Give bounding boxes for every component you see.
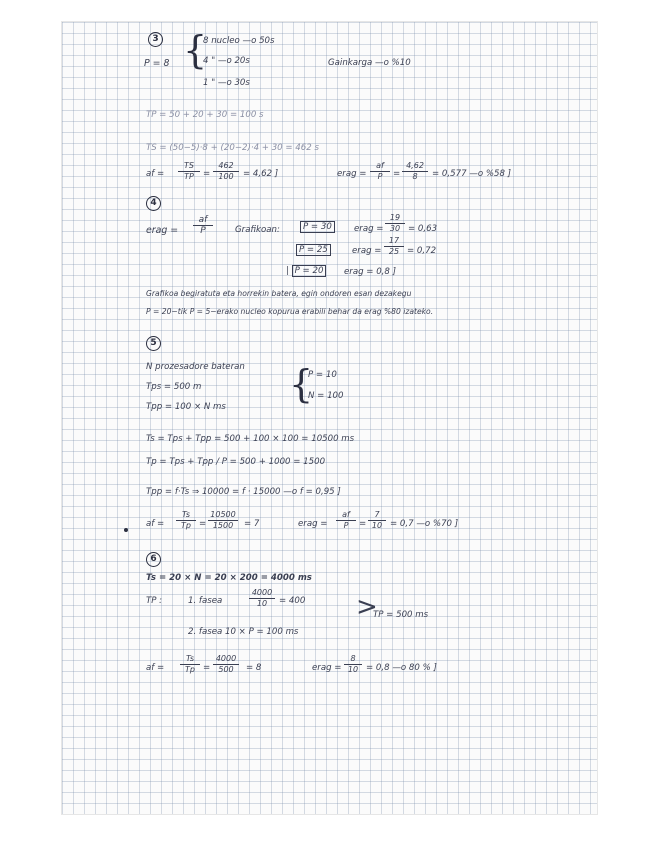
erag-fraction-5b: $\frac{7}{10}$ bbox=[368, 510, 386, 531]
af-fraction-6a: $\frac{Ts}{Tp}$ bbox=[180, 654, 200, 675]
margin-dot bbox=[124, 528, 128, 532]
processor-title: N prozesadore bateran bbox=[146, 362, 245, 372]
case-line-2: 4 " —o 20s bbox=[203, 56, 250, 66]
tpp-formula: Tpp = 100 × N ms bbox=[146, 402, 226, 412]
af-fraction-5b: $\frac{10500}{1500}$ bbox=[208, 510, 238, 531]
grafikoan-label: Grafikoan: bbox=[235, 225, 280, 235]
p20-row: | P = 20 bbox=[286, 266, 326, 276]
conclusion-line-1: Grafikoa begiratuta eta horrekin batera, egin ondoren esan dezakegu bbox=[146, 289, 412, 298]
erag-fraction-6: $\frac{8}{10}$ bbox=[344, 654, 362, 675]
tp-label-6: TP : bbox=[146, 596, 163, 606]
exercise-number-3: 3 bbox=[148, 32, 163, 47]
p-10: P = 10 bbox=[308, 370, 337, 380]
af-label: af = bbox=[146, 169, 165, 179]
left-brace-icon: { bbox=[183, 28, 208, 72]
tp-result: TP = 500 ms bbox=[373, 610, 429, 620]
p-equals-8: P = 8 bbox=[144, 58, 170, 69]
exercise-number-5: 5 bbox=[146, 336, 161, 351]
erag-value: = 0,577 —o %58 ] bbox=[432, 169, 512, 179]
af-fraction-2: $\frac{462}{100}$ bbox=[213, 161, 239, 182]
chevron-right-icon: > bbox=[356, 592, 378, 622]
left-brace-icon-2: { bbox=[289, 362, 314, 406]
erag-fraction-2: $\frac{4,62}{8}$ bbox=[402, 161, 428, 182]
erag-fraction-5a: $\frac{af}{P}$ bbox=[336, 510, 356, 531]
tp-equation-5: Tp = Tps + Tpp / P = 500 + 1000 = 1500 bbox=[146, 457, 326, 467]
erag-formula-fraction: $\frac{af}{P}$ bbox=[193, 215, 213, 236]
exercise-number-6: 6 bbox=[146, 552, 161, 567]
af-fraction-1: $\frac{TS}{TP}$ bbox=[178, 161, 200, 182]
conclusion-line-2: P = 20−tik P = 5−erako nucleo kopurua erabili behar da erag %80 izateko. bbox=[146, 307, 434, 316]
fase-2: 2. fasea 10 × P = 100 ms bbox=[188, 627, 299, 637]
af-value: = 4,62 ] bbox=[243, 169, 279, 179]
erag-label: erag = bbox=[337, 169, 367, 179]
fase-1-fraction: $\frac{4000}{10}$ bbox=[249, 588, 275, 609]
case-line-1: 8 nucleo —o 50s bbox=[203, 36, 275, 46]
ts-equation-5: Ts = Tps + Tpp = 500 + 100 × 100 = 10500 ms bbox=[146, 434, 355, 444]
exercise-number-4: 4 bbox=[146, 196, 161, 211]
p25-fraction: $\frac{17}{25}$ bbox=[384, 236, 404, 257]
p30-fraction: $\frac{19}{30}$ bbox=[385, 213, 405, 234]
af-fraction-5a: $\frac{Ts}{Tp}$ bbox=[176, 510, 196, 531]
p30-box: P = 30 bbox=[300, 221, 335, 233]
case-line-3: 1 " —o 30s bbox=[203, 78, 250, 88]
ts-equation-6: Ts = 20 × N = 20 × 200 = 4000 ms bbox=[146, 573, 312, 583]
gainkarga-note: Gainkarga —o %10 bbox=[328, 58, 411, 68]
tp-equation: TP = 50 + 20 + 30 = 100 s bbox=[146, 110, 264, 120]
tps-value: Tps = 500 m bbox=[146, 382, 202, 392]
notebook-page bbox=[62, 22, 597, 814]
af-fraction-6b: $\frac{4000}{500}$ bbox=[213, 654, 239, 675]
p20-value: erag = 0,8 ] bbox=[344, 267, 396, 277]
p25-box: P = 25 bbox=[296, 244, 331, 256]
fase-1: 1. fasea bbox=[188, 596, 223, 606]
erag-formula-label: erag = bbox=[146, 225, 179, 236]
tpp-equation-5: Tpp = f·Ts ⇒ 10000 = f · 15000 —o f = 0,95 ] bbox=[146, 487, 341, 497]
erag-fraction-1: $\frac{af}{P}$ bbox=[370, 161, 390, 182]
ts-equation: TS = (50−5)·8 + (20−2)·4 + 30 = 462 s bbox=[146, 143, 319, 153]
n-100: N = 100 bbox=[308, 391, 344, 401]
